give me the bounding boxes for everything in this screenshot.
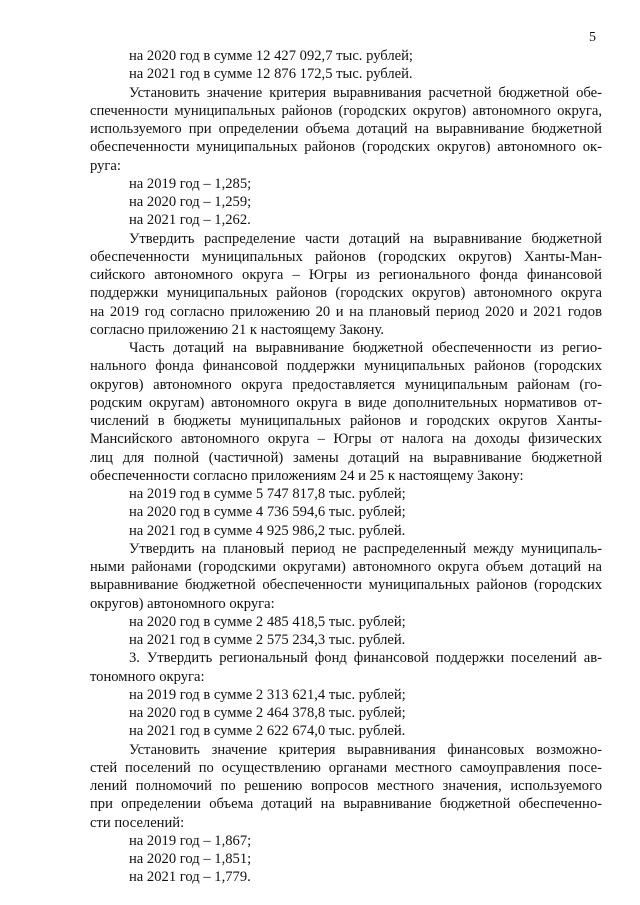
text-line: на 2020 год – 1,259; [129,194,252,210]
text-line: руга: [90,157,121,174]
text-line: Установить значение критерия выравнивания финансовых возможно- [129,741,602,758]
text-line: обеспеченности муниципальных районов (городских округов) Ханты-Ман- [90,248,602,265]
text-line: сти поселений: [90,814,185,831]
text-line: Утвердить распределение части дотаций на выравнивание бюджетной [129,230,602,247]
text-line: на 2021 год в сумме 4 925 986,2 тыс. рублей. [129,522,406,539]
text-line: при определении объема дотаций на выравнивание бюджетной обеспеченно- [90,796,602,813]
text-line: стей поселений по осуществлению органами местного самоуправления посе- [90,759,602,776]
text-line: на 2019 год в сумме 2 313 621,4 тыс. рублей; [129,686,406,703]
text-line: на 2020 год – 1,851; [129,851,252,867]
text-line: числений в бюджеты муниципальных районов и городских округов Ханты- [90,413,602,429]
page-number: 5 [589,30,596,45]
text-line: на 2019 год – 1,285; [129,175,252,192]
text-line: сийского автономного округа – Югры из регионального фонда финансовой [90,267,602,283]
text-line: на 2020 год в сумме 2 464 378,8 тыс. рублей; [129,705,406,721]
text-line: тономного округа: [90,668,205,685]
text-line: используемого при определении объема дотаций на выравнивание бюджетной [90,121,602,137]
text-line: на 2019 год согласно приложению 20 и на плановый период 2020 и 2021 годов [90,303,602,320]
text-line: Часть дотаций на выравнивание бюджетной обеспеченности из регио- [129,340,602,356]
text-line: на 2021 год в сумме 2 622 674,0 тыс. рублей. [129,723,406,740]
text-line: на 2021 год – 1,779. [129,869,251,886]
text-line: согласно приложению 21 к настоящему Закону. [90,321,384,338]
text-line: на 2021 год – 1,262. [129,212,251,229]
text-line: Утвердить на плановый период не распределенный между муниципаль- [129,540,602,557]
text-line: на 2021 год в сумме 2 575 234,3 тыс. рублей. [129,632,406,648]
text-line: на 2020 год в сумме 2 485 418,5 тыс. рублей; [129,613,406,630]
text-line: Установить значение критерия выравнивания расчетной бюджетной обе- [129,84,602,101]
text-line: родским округам) автономного округа в виде дополнительных нормативов от- [90,394,602,411]
text-line: на 2020 год в сумме 12 427 092,7 тыс. рублей; [129,48,413,64]
text-line: 3. Утвердить региональный фонд финансовой поддержки поселений ав- [129,650,602,667]
text-line: спеченности муниципальных районов (городских округов) автономного округа, [90,102,602,119]
text-line: лиц для полной (частичной) замены дотаций на выравнивание бюджетной [90,449,602,466]
text-line: ными районами (городскими округами) автономного округа объем дотаций на [90,559,602,575]
text-line: на 2021 год в сумме 12 876 172,5 тыс. рублей. [129,66,413,83]
text-line: округов) автономного округа: [90,595,275,612]
text-line: обеспеченности согласно приложениям 24 и 25 к настоящему Закону: [90,467,524,484]
text-line: лений полномочий по решению вопросов местного значения, используемого [90,778,602,794]
text-line: поддержки муниципальных районов (городских округов) автономного округа [90,285,602,302]
text-line: округов) автономного округа предоставляется муниципальным районам (го- [90,376,602,393]
text-line: на 2020 год в сумме 4 736 594,6 тыс. рублей; [129,504,406,521]
text-line: обеспеченности муниципальных районов (городских округов) автономного ок- [90,139,602,156]
text-line: выравнивание бюджетной обеспеченности муниципальных районов (городских [90,577,602,594]
text-line: на 2019 год в сумме 5 747 817,8 тыс. рублей; [129,486,406,502]
text-line: на 2019 год – 1,867; [129,832,252,849]
text-line: Мансийского автономного округа – Югры от налога на доходы физических [90,431,602,448]
text-line: нального фонда финансовой поддержки муниципальных районов (городских [90,358,602,375]
